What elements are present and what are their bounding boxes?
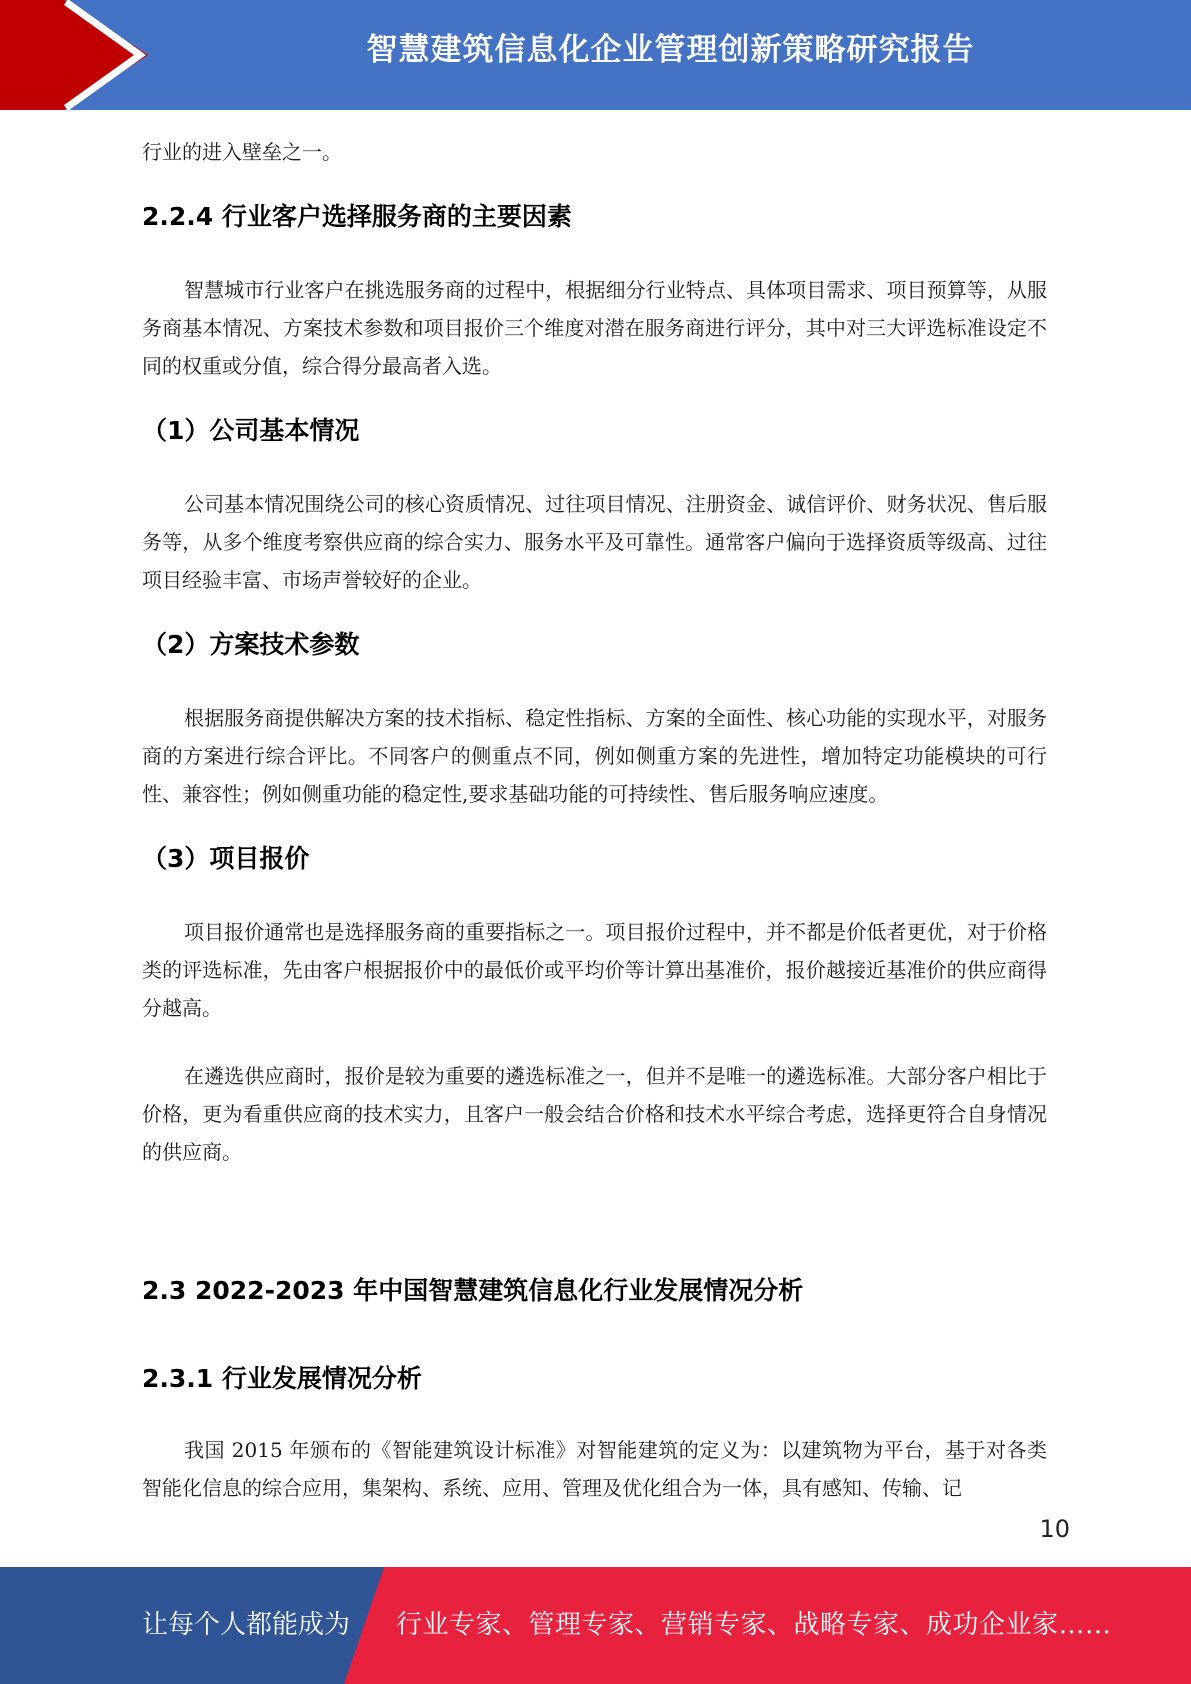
- page-header: [0, 0, 1191, 110]
- paragraph-company-basics: 公司基本情况围绕公司的核心资质情况、过往项目情况、注册资金、诚信评价、财务状况、售后服务等，从多个维度考察供应商的综合实力、服务水平及可靠性。通常客户偏向于选择资质等级高、过往项目经验丰富、市场声誉较好的企业。: [142, 492, 1047, 592]
- red-chevron-shape: [0, 0, 148, 110]
- footer-slogan-left: 让每个人都能成为: [142, 1610, 351, 1640]
- report-title: 智慧建筑信息化企业管理创新策略研究报告: [366, 32, 975, 68]
- intro-paragraph: 行业的进入壁垒之一。: [142, 140, 342, 164]
- subheading-technical-params: （2）方案技术参数: [142, 630, 360, 659]
- page-footer: [0, 1567, 1191, 1684]
- subheading-project-quote: （3）项目报价: [142, 844, 310, 873]
- paragraph-industry-development: 我国 2015 年颁布的《智能建筑设计标准》对智能建筑的定义为：以建筑物为平台，基于对各类智能化信息的综合应用，集架构、系统、应用、管理及优化组合为一体，具有感知、传输、记: [142, 1438, 1047, 1500]
- paragraph-selection-factors: 智慧城市行业客户在挑选服务商的过程中，根据细分行业特点、具体项目需求、项目预算等，从服务商基本情况、方案技术参数和项目报价三个维度对潜在服务商进行评分，其中对三大评选标准设定不同的权重或分值，综合得分最高者入选。: [142, 278, 1047, 378]
- footer-slogan-right: 行业专家、管理专家、营销专家、战略专家、成功企业家……: [396, 1610, 1112, 1640]
- section-heading-2-2-4: 2.2.4 行业客户选择服务商的主要因素: [142, 202, 572, 231]
- section-heading-2-3-1: 2.3.1 行业发展情况分析: [142, 1364, 422, 1393]
- page-number: 10: [1039, 1515, 1070, 1543]
- paragraph-supplier-selection: 在遴选供应商时，报价是较为重要的遴选标准之一，但并不是唯一的遴选标准。大部分客户相比于价格，更为看重供应商的技术实力，且客户一般会结合价格和技术水平综合考虑，选择更符合自身情况的供应商。: [142, 1064, 1047, 1164]
- subheading-company-basics: （1）公司基本情况: [142, 416, 360, 445]
- document-body: [142, 128, 1047, 1507]
- header-chevron-graphic: [0, 0, 160, 110]
- section-heading-2-3: 2.3 2022-2023 年中国智慧建筑信息化行业发展情况分析: [142, 1276, 804, 1305]
- paragraph-project-quote: 项目报价通常也是选择服务商的重要指标之一。项目报价过程中，并不都是价低者更优，对于价格类的评选标准，先由客户根据报价中的最低价或平均价等计算出基准价，报价越接近基准价的供应商得分越高。: [142, 920, 1047, 1020]
- paragraph-technical-params: 根据服务商提供解决方案的技术指标、稳定性指标、方案的全面性、核心功能的实现水平，对服务商的方案进行综合评比。不同客户的侧重点不同，例如侧重方案的先进性，增加特定功能模块的可行性、兼容性；例如侧重功能的稳定性,要求基础功能的可持续性、售后服务响应速度。: [142, 706, 1047, 806]
